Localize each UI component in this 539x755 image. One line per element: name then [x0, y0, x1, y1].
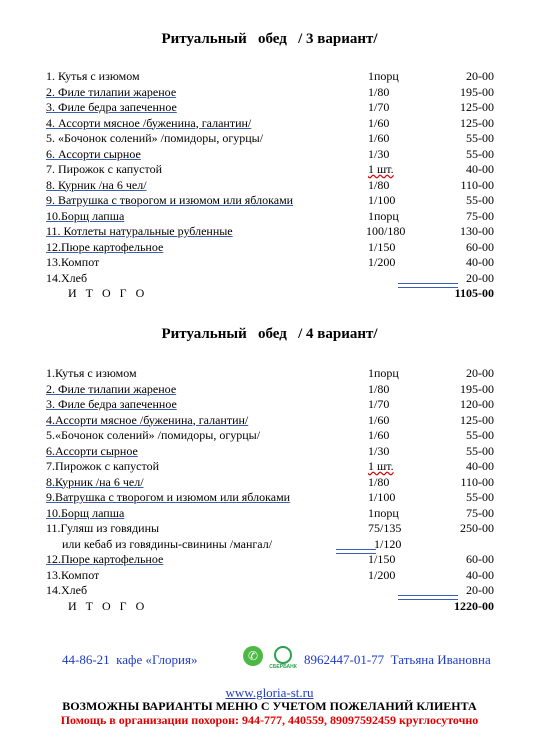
item-name: 1.Кутья с изюмом	[46, 366, 137, 380]
item-name: 9.Ватрушка с творогом и изюмом или яблоками	[46, 490, 291, 504]
item-name: 14.Хлеб	[46, 270, 88, 285]
menu1-item	[46, 209, 498, 225]
menu2-item	[46, 397, 498, 413]
item-name: 2. Филе тилапии жареное	[46, 381, 177, 396]
item-name: 3. Филе бедра запеченное	[46, 100, 177, 114]
contact-phone: 8962447-01-77 Татьяна Ивановна	[304, 652, 491, 667]
item-portion: 1/150	[368, 239, 396, 254]
item-name: 3. Филе бедра запеченное	[46, 397, 177, 411]
sberbank-logo-circle	[274, 646, 292, 664]
menu1-item	[46, 69, 498, 85]
item-portion: 1 шт.	[368, 459, 394, 473]
item-portion: 1/60	[368, 412, 390, 427]
item-portion: 1/70	[368, 100, 390, 114]
item-name: 9. Ватрушка с творогом и изюмом или яблоками	[46, 193, 294, 207]
item-portion: 1/200	[368, 567, 396, 582]
menu1-item	[46, 271, 498, 287]
item-portion: 1/80	[368, 381, 390, 396]
menu2-title-part-c: / 4 вариант/	[298, 326, 378, 342]
item-portion: 1/100	[368, 490, 396, 504]
menu1-item	[46, 178, 498, 194]
total-value: 1220-00	[454, 598, 494, 613]
item-name: 6. Ассорти сырное	[46, 146, 141, 161]
item-name: 2. Филе тилапии жареное	[46, 84, 177, 99]
menu1-item	[46, 255, 498, 271]
item-price: 40-00	[466, 255, 494, 269]
menu2-list	[46, 366, 498, 614]
item-price: 125-00	[460, 412, 494, 427]
item-name: 4. Ассорти мясное /буженина, галантин/	[46, 115, 252, 130]
item-portion: 100/180	[366, 224, 406, 238]
item-price: 250-00	[460, 521, 494, 535]
menu2-item	[46, 413, 498, 429]
item-price: 40-00	[466, 567, 494, 582]
item-price: 40-00	[466, 162, 494, 176]
item-name: 7. Пирожок с капустой	[46, 162, 163, 176]
item-price: 20-00	[466, 69, 494, 83]
menu1-title-part-a: Ритуальный	[161, 31, 247, 47]
item-portion: 1порц	[368, 208, 399, 223]
total-value: 1105-00	[454, 286, 494, 300]
item-price: 40-00	[466, 459, 494, 473]
menu2-item	[46, 521, 498, 537]
item-price: 110-00	[460, 474, 494, 489]
menu1-item	[46, 193, 498, 209]
item-name: 1. Кутья с изюмом	[46, 69, 140, 83]
item-name: 13.Компот	[46, 567, 100, 582]
item-name: 8. Курник /на 6 чел/	[46, 177, 147, 192]
menu2-item	[46, 428, 498, 444]
item-price: 125-00	[460, 115, 494, 130]
item-portion: 1/80	[368, 177, 390, 192]
menu2-item	[46, 444, 498, 460]
menu2-item	[46, 475, 498, 491]
website-link[interactable]: www.gloria-st.ru	[225, 685, 314, 700]
item-name: 5.«Бочонок солений» /помидоры, огурцы/	[46, 428, 261, 442]
item-name: 5. «Бочонок солений» /помидоры, огурцы/	[46, 131, 264, 145]
menu1-item	[46, 224, 498, 240]
item-price: 75-00	[466, 208, 494, 223]
item-name: 4.Ассорти мясное /буженина, галантин/	[46, 412, 249, 427]
item-price: 125-00	[460, 100, 494, 114]
menu2-item	[46, 583, 498, 599]
item-price: 55-00	[466, 428, 494, 442]
item-portion: 1/120	[374, 536, 402, 551]
menu2-title	[0, 326, 539, 343]
item-price: 20-00	[466, 583, 494, 597]
item-portion: 1/30	[368, 146, 390, 161]
cafe-phone: 44-86-21 кафе «Глория»	[62, 652, 198, 667]
item-portion: 1/200	[368, 255, 396, 269]
item-price: 55-00	[466, 146, 494, 161]
menu1-title	[0, 31, 539, 48]
item-price: 195-00	[460, 381, 494, 396]
menu2-item	[46, 366, 498, 382]
menu1-title-part-c: / 3 вариант/	[298, 31, 378, 47]
menu2-item	[46, 552, 498, 568]
menu1-item	[46, 162, 498, 178]
item-name: 11.Гуляш из говядины	[46, 521, 160, 535]
item-price: 110-00	[460, 177, 494, 192]
menu1-item	[46, 147, 498, 163]
item-name: 10.Борщ лапша	[46, 208, 125, 223]
menu1-item	[46, 131, 498, 147]
item-portion: 1/60	[368, 131, 390, 145]
total-label: И Т О Г О	[68, 598, 148, 613]
item-name: 13.Компот	[46, 255, 100, 269]
item-name: 8.Курник /на 6 чел/	[46, 474, 144, 489]
item-portion: 1/100	[368, 193, 396, 207]
item-price: 55-00	[466, 193, 494, 207]
item-price: 120-00	[460, 397, 494, 411]
item-portion: 1/70	[368, 397, 390, 411]
item-price: 55-00	[466, 443, 494, 458]
funeral-help-line: Помощь в организации похорон: 944-777, 440559, 89097592459 круглосуточно	[60, 713, 479, 727]
whatsapp-icon: ✆	[243, 646, 263, 666]
item-portion: 1порц	[368, 366, 399, 380]
item-portion: 1порц	[368, 69, 399, 83]
item-portion: 1 шт.	[368, 162, 394, 176]
menu2-total-row	[46, 599, 498, 615]
menu2-item	[46, 382, 498, 398]
item-portion: 1/30	[368, 443, 390, 458]
item-portion: 1/60	[368, 428, 390, 442]
menu2-title-part-b: обед	[257, 326, 287, 342]
menu1-item	[46, 85, 498, 101]
item-price: 55-00	[466, 131, 494, 145]
item-portion: 1/80	[368, 474, 390, 489]
item-price: 55-00	[466, 490, 494, 504]
item-portion: 1/80	[368, 84, 390, 99]
item-price: 130-00	[460, 224, 494, 238]
item-name: 10.Борщ лапша	[46, 505, 125, 520]
item-portion: 1/60	[368, 115, 390, 130]
item-portion: 1порц	[368, 505, 399, 520]
item-name: 7.Пирожок с капустой	[46, 459, 160, 473]
menu2-item	[46, 568, 498, 584]
total-label: И Т О Г О	[68, 286, 148, 300]
item-name: 11. Котлеты натуральные рубленные	[46, 224, 233, 238]
item-portion: 75/135	[368, 521, 402, 535]
menu1-item	[46, 100, 498, 116]
item-name: или кебаб из говядины-свинины /мангал/	[62, 536, 273, 551]
menu2-item	[46, 459, 498, 475]
item-price: 60-00	[466, 552, 494, 566]
item-price: 60-00	[466, 239, 494, 254]
sberbank-icon	[266, 646, 300, 668]
item-name: 14.Хлеб	[46, 583, 88, 597]
menu1-title-part-b: обед	[257, 31, 287, 47]
item-name: 6.Ассорти сырное	[46, 443, 138, 458]
menu1-list	[46, 69, 498, 302]
sberbank-label: СБЕРБАНК	[269, 664, 297, 670]
item-price: 75-00	[466, 505, 494, 520]
menu2-item	[46, 490, 498, 506]
menu2-item	[46, 537, 498, 553]
menu1-item	[46, 240, 498, 256]
menu1-total-row	[46, 286, 498, 302]
menu-variants-notice: ВОЗМОЖНЫ ВАРИАНТЫ МЕНЮ С УЧЕТОМ ПОЖЕЛАНИЙ КЛИЕНТА	[62, 699, 477, 713]
menu1-item	[46, 116, 498, 132]
item-name: 12.Пюре картофельное	[46, 552, 164, 566]
menu2-item	[46, 506, 498, 522]
item-portion: 1/150	[368, 552, 396, 566]
item-price: 20-00	[466, 270, 494, 285]
item-price: 195-00	[460, 84, 494, 99]
item-name: 12.Пюре картофельное	[46, 239, 164, 254]
item-price: 20-00	[466, 366, 494, 380]
menu2-title-part-a: Ритуальный	[161, 326, 247, 342]
